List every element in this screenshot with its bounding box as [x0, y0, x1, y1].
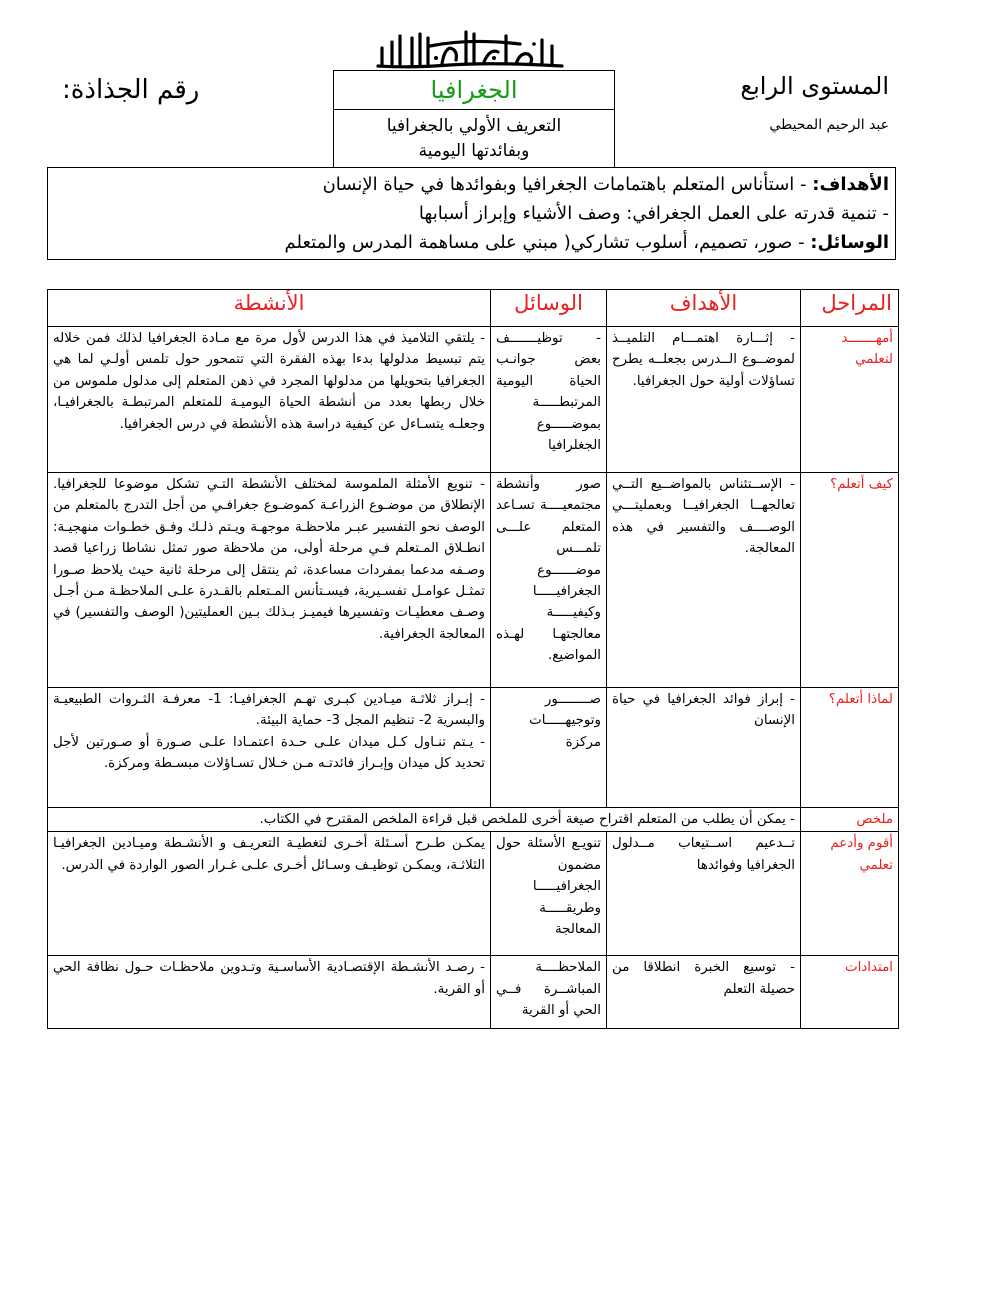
subject-title: الجغرافيا: [334, 71, 614, 110]
table-row: [48, 832, 899, 956]
goal-line-1: [54, 170, 889, 199]
means-cell: صور وأنشطة مجتمعيــــة تسـاعد المتعلم علـــى تلمـــس موضــــــوع الجغرافيـــــا وكيفيـــــة معالجتهـا لهـذه المواضيع.: [491, 473, 607, 688]
activity-paragraph: - إبـراز ثلاثـة ميـادين كبـرى تهـم الجغرافيـا: 1- معرفـة الثـروات الطبيعيـة والبسرية 2- تنظيم المجل 3- حماية البيئة.: [53, 692, 485, 729]
means-cell: - توظيـــــــف بعض جوانـب الحياة اليومية المرتبطـــــة بموضـــــوع الجغلرافيا: [491, 327, 607, 473]
activity-cell: يمكـن طـرح أسـئلة أخـرى لتغطيـة التعريـف و الأنشـطة وميـادين الجغرافيـا الثلاثـة، ويمكـن توظيـف وسـائل أخـرى علـى غـرار الصور الواردة في الدرس.: [48, 832, 491, 956]
subject-box: [333, 70, 615, 168]
table-row: [48, 808, 899, 832]
table-row: [48, 688, 899, 808]
header-activities: الأنشطة: [48, 290, 491, 327]
level-label: المستوى الرابع: [740, 72, 889, 100]
teacher-name: عبد الرحيم المحيطي: [769, 117, 889, 133]
stage-cell: أقوم وأدعم تعلمي: [801, 832, 899, 956]
means-cell: صــــــــور وتوجيهـــــات مركزة: [491, 688, 607, 808]
means-cell: تنويـع الأسئلة حول مضمون الجغرافيـــــا وطريقـــــة المعالجة: [491, 832, 607, 956]
table-row: [48, 327, 899, 473]
stage-cell: لماذا أتعلم؟: [801, 688, 899, 808]
means-cell: الملاحظــــة المباشــرة فــي الحي أو القرية: [491, 956, 607, 1029]
header-stages: المراحل: [801, 290, 899, 327]
goals-label: الأهداف:: [812, 174, 889, 195]
header-means: الوسائل: [491, 290, 607, 327]
bismillah-calligraphy: [370, 28, 570, 73]
means-label: الوسائل:: [810, 232, 889, 253]
goal-cell: تــدعيم اســتيعاب مــدلول الجغرافيا وفوائدها: [607, 832, 801, 956]
activity-cell: - تنويع الأمثلة الملموسة لمختلف الأنشطة التـي تشكل موضوعا للجغرافيا. الإنطلاق من موضـوع الزراعـة كموضـوع جغرافـي من أجل التدرج بالمتعلم من الوصف نحو التفسير عبـر ملاحظـة موجهـة ويـتم ذلـك وفـق خطـوات منهجيـة: انطـلاق المـتعلم فـي مرحلة أولى، من ملاحظة صور تمثل نشاطا زراعيا قصد وصـفه مدعما بمفردات مساعدة، ثم ينتقل إلى مرحلة ثانية حيث يلاحظ صـورا تمثـل عوامـل تفسـيرية، فيسـتأنس المـتعلم بالقـدرة علـى الملاحظـة مـن أجـل وصـف معطيـات وتفسيرها فيميـز بـذلك بـين العمليتين( الوصف والتفسير) في المعالجة الجغرافية.: [48, 473, 491, 688]
activity-cell: [48, 688, 491, 808]
table-row: [48, 956, 899, 1029]
table-header-row: [48, 290, 899, 327]
means-line: [54, 228, 889, 257]
goal-1: - استأناس المتعلم باهتمامات الجغرافيا وبفوائدها في حياة الإنسان: [322, 174, 807, 195]
goal-cell: - الإســتئناس بالمواضــيع التــي تعالجهــا الجغرافيــا وبعمليتـــي الوصــــف والتفسير في هذه المعالجة.: [607, 473, 801, 688]
goal-cell: - إبراز فوائد الجغرافيا في حياة الإنسان: [607, 688, 801, 808]
lesson-plan-table: [47, 289, 899, 1029]
activity-paragraph: - يـتم تنـاول كـل ميدان علـى حـدة اعتمـادا علـى صـورة أو صـورتين لأجل تحديد كل ميدان وإبـراز فائدتـه مـن خـلال تسـاؤلات مبسـطة ومركزة.: [53, 734, 485, 772]
table-row: [48, 473, 899, 688]
lesson-title-line1: التعريف الأولي بالجغرافيا: [386, 116, 562, 136]
goal-cell: - إثـــارة اهتمـــام التلميــذ لموضــوع الــدرس بجعلــه يطرح تساؤلات أولية حول الجغرافيا.: [607, 327, 801, 473]
sheet-number-label: رقم الجذاذة:: [62, 75, 200, 105]
header-goals: الأهداف: [607, 290, 801, 327]
goal-cell: - توسيع الخبرة انطلاقا من حصيلة التعلم: [607, 956, 801, 1029]
activity-cell: - يلتقي التلاميذ في هذا الدرس لأول مرة مع مـادة الجغرافيا لذلك فمن خلاله يتم تبسيط مدلولها بدءا بهذه الفقرة التي تتمحور حول تلمس أولـي لما هي الجغرافيا بتحويلها من مدلولها المجرد في ذهن المتعلم إلى مدلول ملموس من خلال ربطها بعدد من أنشطة الحياة اليوميـة للمتعلم المرتبطـة بالجغرافيـا، وجعلـه يتسـاءل عن كيفية دراسة هذه الأنشطة في درس الجغرافيا.: [48, 327, 491, 473]
stage-cell: كيف أتعلم؟: [801, 473, 899, 688]
activity-cell: - رصـد الأنشـطة الإقتصـادية الأساسـية وتـدوين ملاحظـات حـول نظافة الحي أو القرية.: [48, 956, 491, 1029]
lesson-title-line2: وبفائدتها اليومية: [418, 141, 530, 161]
means-text: - صور، تصميم، أسلوب تشاركي( مبني على مساهمة المدرس والمتعلم: [284, 232, 805, 253]
summary-cell: - يمكن أن يطلب من المتعلم اقتراح صيغة أخرى للملخص قبل قراءة الملخص المقترح في الكتاب.: [48, 808, 801, 832]
stage-cell: ملخص: [801, 808, 899, 832]
lesson-title: [334, 110, 614, 164]
stage-cell: أمهـــــــد لتعلمي: [801, 327, 899, 473]
objectives-box: [47, 167, 896, 260]
goal-line-2: - تنمية قدرته على العمل الجغرافي: وصف الأشياء وإبراز أسبابها: [418, 203, 889, 224]
stage-cell: امتدادات: [801, 956, 899, 1029]
